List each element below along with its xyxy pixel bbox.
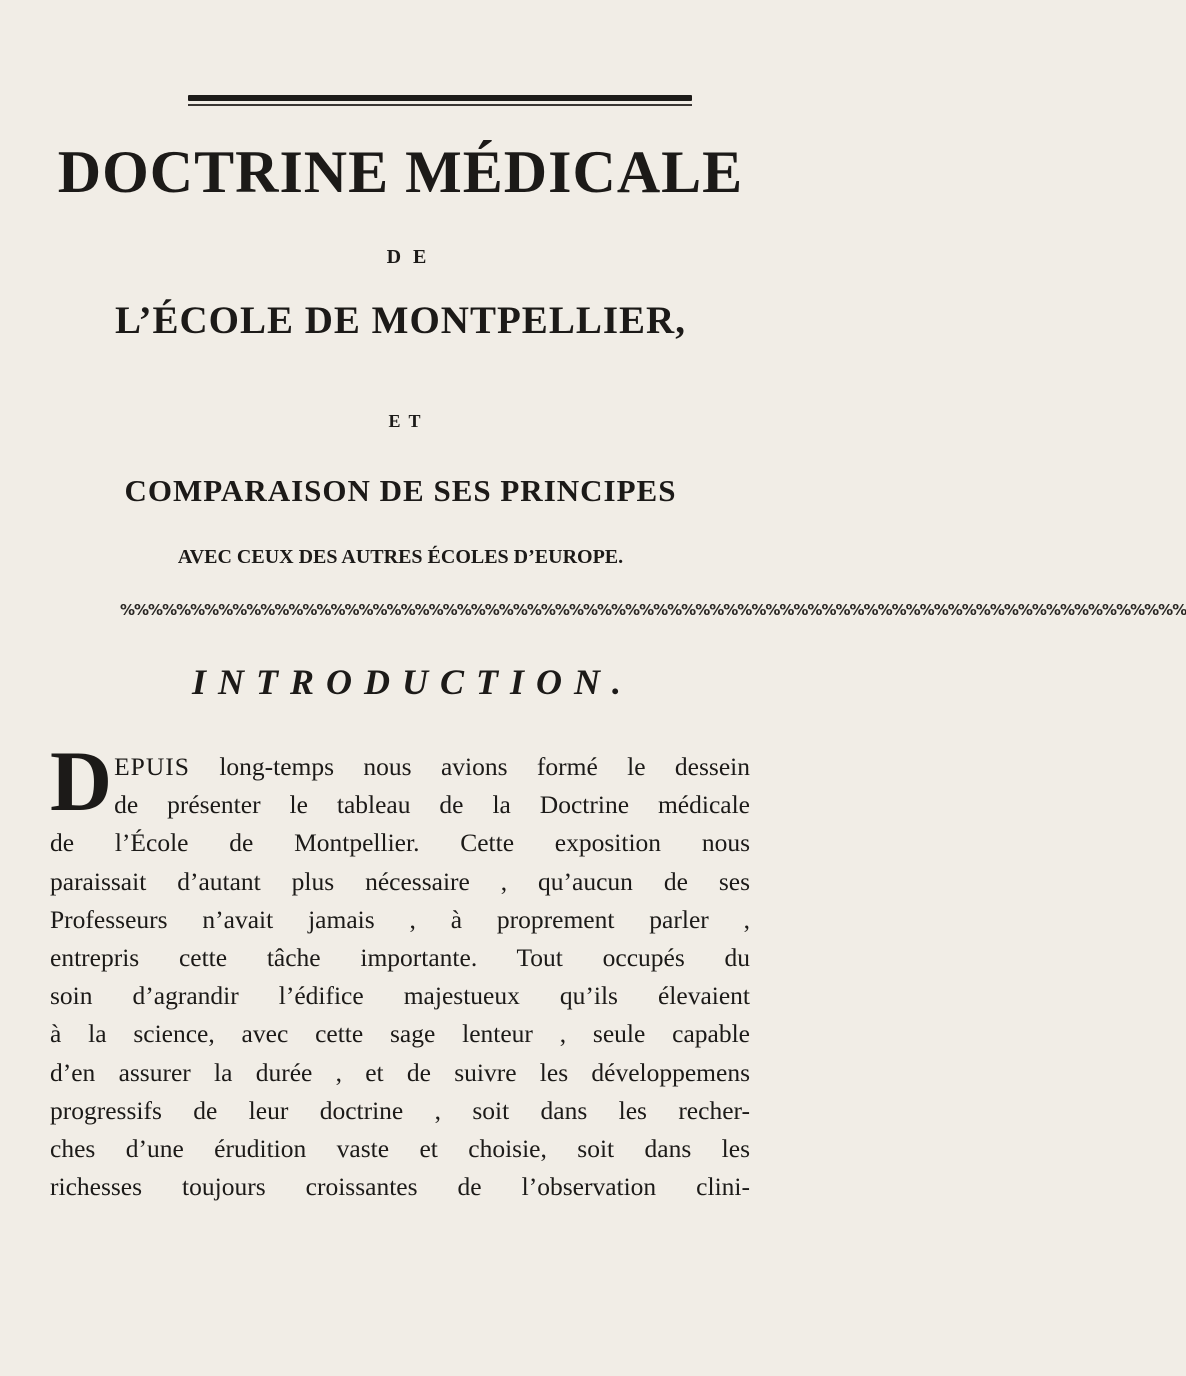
body-line: ches d’une érudition vaste et choisie, soit dans les <box>50 1133 750 1163</box>
body-line: de présenter le tableau de la Doctrine médicale <box>114 790 750 820</box>
body-line-1 <box>50 748 750 786</box>
body-line: de l’École de Montpellier. Cette exposition nous <box>50 828 750 858</box>
header-rule-thin <box>188 104 692 106</box>
section-heading: INTRODUCTION. <box>191 662 633 702</box>
body-line: Professeurs n’avait jamais , à proprement parler , <box>50 904 750 934</box>
body-line: soin d’agrandir l’édifice majestueux qu’ils élevaient <box>50 981 750 1011</box>
body-line: richesses toujours croissantes de l’observation clini- <box>50 1172 750 1202</box>
body-line: paraissait d’autant plus nécessaire , qu’aucun de ses <box>50 866 750 896</box>
ornamental-rule: %%%%%%%%%%%%%%%%%%%%%%%%%%%%%%%%%%%%%%%%%%%%%%%%%%%%%%%%%%%%%%%%%%%%%%%%%%%% <box>120 601 1186 619</box>
body-line: entrepris cette tâche importante. Tout occupés du <box>50 942 750 972</box>
drop-cap: D <box>50 733 113 829</box>
body-line: progressifs de leur doctrine , soit dans les recher- <box>50 1095 750 1125</box>
body-line: d’en assurer la durée , et de suivre les développemens <box>50 1057 750 1087</box>
body-line-1-rest: long-temps nous avions formé le dessein <box>189 752 750 781</box>
header-rule <box>188 95 692 101</box>
title-line-1: DOCTRINE MÉDICALE <box>57 139 744 205</box>
body-line: à la science, avec cette sage lenteur , seule capable <box>50 1019 750 1049</box>
title-et: ET <box>388 411 429 431</box>
body-paragraph <box>50 733 750 1206</box>
title-line-4: AVEC CEUX DES AUTRES ÉCOLES D’EUROPE. <box>177 546 624 568</box>
title-line-3: COMPARAISON DE SES PRINCIPES <box>124 473 677 508</box>
title-de: DE <box>386 246 439 268</box>
first-word-rest: EPUIS <box>114 752 190 781</box>
title-line-2: L’ÉCOLE DE MONTPELLIER, <box>115 299 686 342</box>
